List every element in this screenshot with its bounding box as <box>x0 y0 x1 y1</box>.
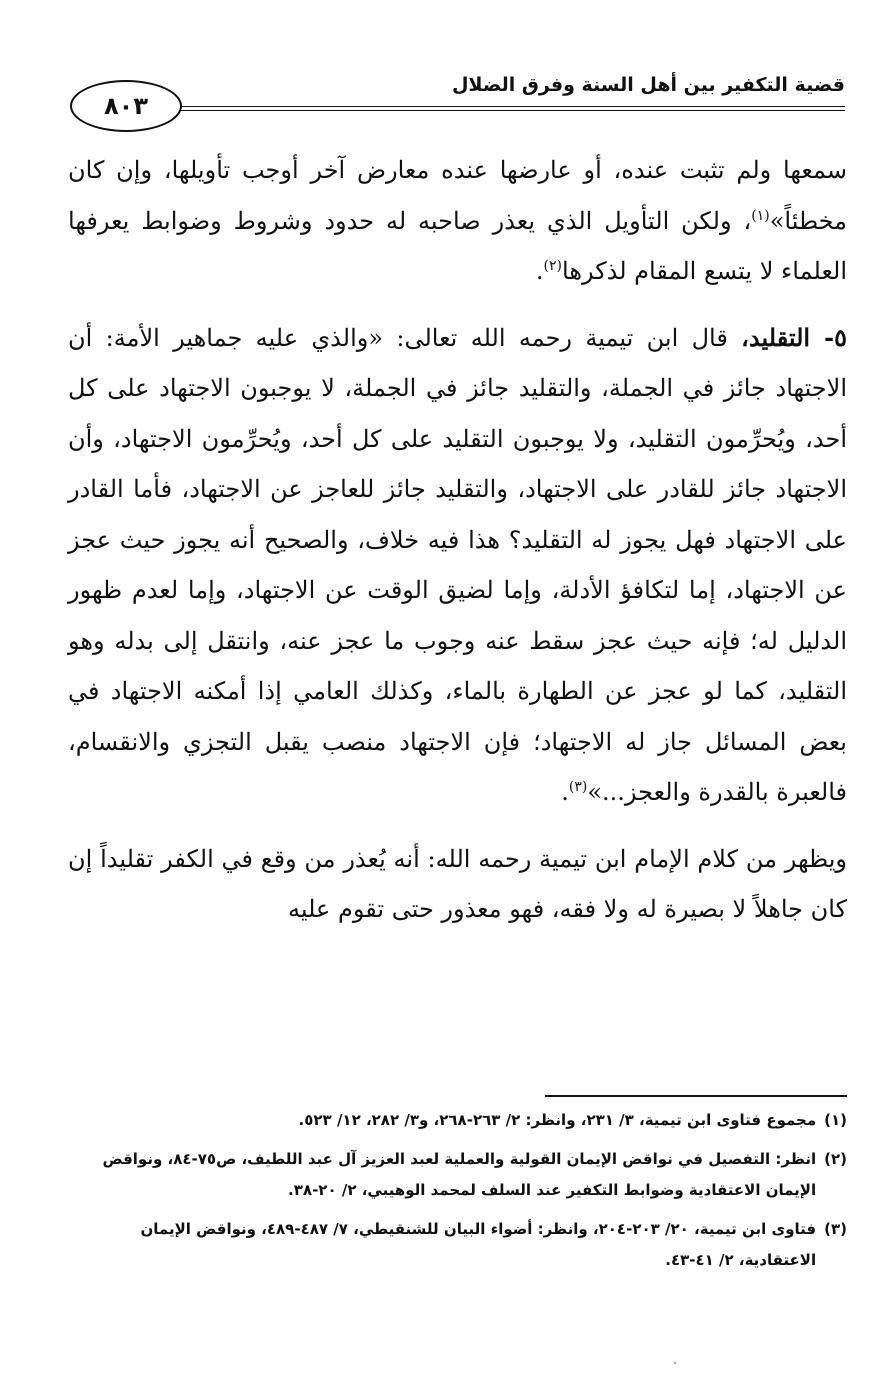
paragraph-text: . <box>561 778 569 806</box>
footnote-separator <box>545 1095 847 1097</box>
paragraph-text: سمعها ولم تثبت عنده، أو عارضها عنده معارض آخر أوجب تأويلها، وإن كان مخطئاً» <box>68 156 847 235</box>
paragraph-taqlid <box>68 313 847 818</box>
main-text <box>68 145 847 935</box>
footnote <box>60 1214 847 1276</box>
paragraph-conclusion <box>68 834 847 935</box>
footnote-text: مجموع فتاوى ابن تيمية، ٣/ ٢٣١، وانظر: ٢/ ٢٦٣-٢٦٨، و٣/ ٢٨٢، ١٢/ ٥٢٣. <box>298 1111 817 1129</box>
footnote-ref: (١) <box>751 207 770 224</box>
footnotes <box>60 1105 847 1284</box>
scan-speck <box>674 1362 676 1364</box>
footnote-ref: (٢) <box>543 258 562 274</box>
paragraph-text: . <box>535 257 544 285</box>
footnote-number: (٣) <box>824 1220 847 1238</box>
paragraph-continuation <box>68 145 847 297</box>
footnote-text: انظر: التفصيل في نواقض الإيمان القولية والعملية لعبد العزيز آل عبد اللطيف، ص٧٥-٨٤، ونواقض الإيمان الاعتقادية وضوابط التكفير عند السلف لمحمد الوهيبي، ٢/ ٢٠-٣٨. <box>102 1150 817 1199</box>
paragraph-text: قال ابن تيمية رحمه الله تعالى: «والذي عليه جماهير الأمة: أن الاجتهاد جائز في الجملة، والتقليد جائز في الجملة، لا يوجبون الاجتهاد على كل أحد، ويُحرِّمون التقليد، ولا يوجبون التقليد على كل أحد، ويُحرِّمون الاجتهاد، وأن الاجتهاد جائز للقادر على الاجتهاد، والتقليد جائز للعاجز عن الاجتهاد، فأما القادر على الاجتهاد فهل يجوز له التقليد؟ هذا فيه خلاف، والصحيح أنه يجوز حيث عجز عن الاجتهاد، إما لتكافؤ الأدلة، وإما لضيق الوقت عن الاجتهاد، وإما لعدم ظهور الدليل له؛ فإنه حيث عجز سقط عنه وجوب ما عجز عنه، وانتقل إلى بدله وهو التقليد، كما لو عجز عن الطهارة بالماء، وكذلك العامي إذا أمكنه الاجتهاد في بعض المسائل جاز له الاجتهاد؛ فإن الاجتهاد منصب يقبل التجزي والانقسام، فالعبرة بالقدرة والعجز...» <box>68 323 848 806</box>
footnote <box>60 1144 847 1206</box>
footnote-ref: (٣) <box>568 779 588 795</box>
paragraph-text: ويظهر من كلام الإمام ابن تيمية رحمه الله: أنه يُعذر من وقع في الكفر تقليداً إن كان جاهلاً لا بصيرة له ولا فقه، فهو معذور حتى تقوم عليه <box>68 844 847 923</box>
footnote-text: فتاوى ابن تيمية، ٢٠/ ٢٠٣-٢٠٤، وانظر: أضواء البيان للشنقيطي، ٧/ ٤٨٧-٤٨٩، ونواقض الإيمان الاعتقادية، ٢/ ٤١-٤٣. <box>140 1220 817 1269</box>
header-double-rule <box>180 106 845 111</box>
footnote <box>60 1105 847 1136</box>
section-heading: ٥- التقليد، <box>741 322 847 352</box>
footnote-number: (١) <box>824 1111 847 1129</box>
running-header <box>70 70 845 140</box>
page-number: ٨٠٣ <box>70 80 182 132</box>
paragraph-text: ، ولكن التأويل الذي يعذر صاحبه له حدود وشروط وضوابط يعرفها العلماء لا يتسع المقام لذكرها <box>68 206 847 285</box>
footnote-number: (٢) <box>824 1150 847 1168</box>
running-header-title: قضية التكفير بين أهل السنة وفرق الضلال <box>451 74 845 96</box>
